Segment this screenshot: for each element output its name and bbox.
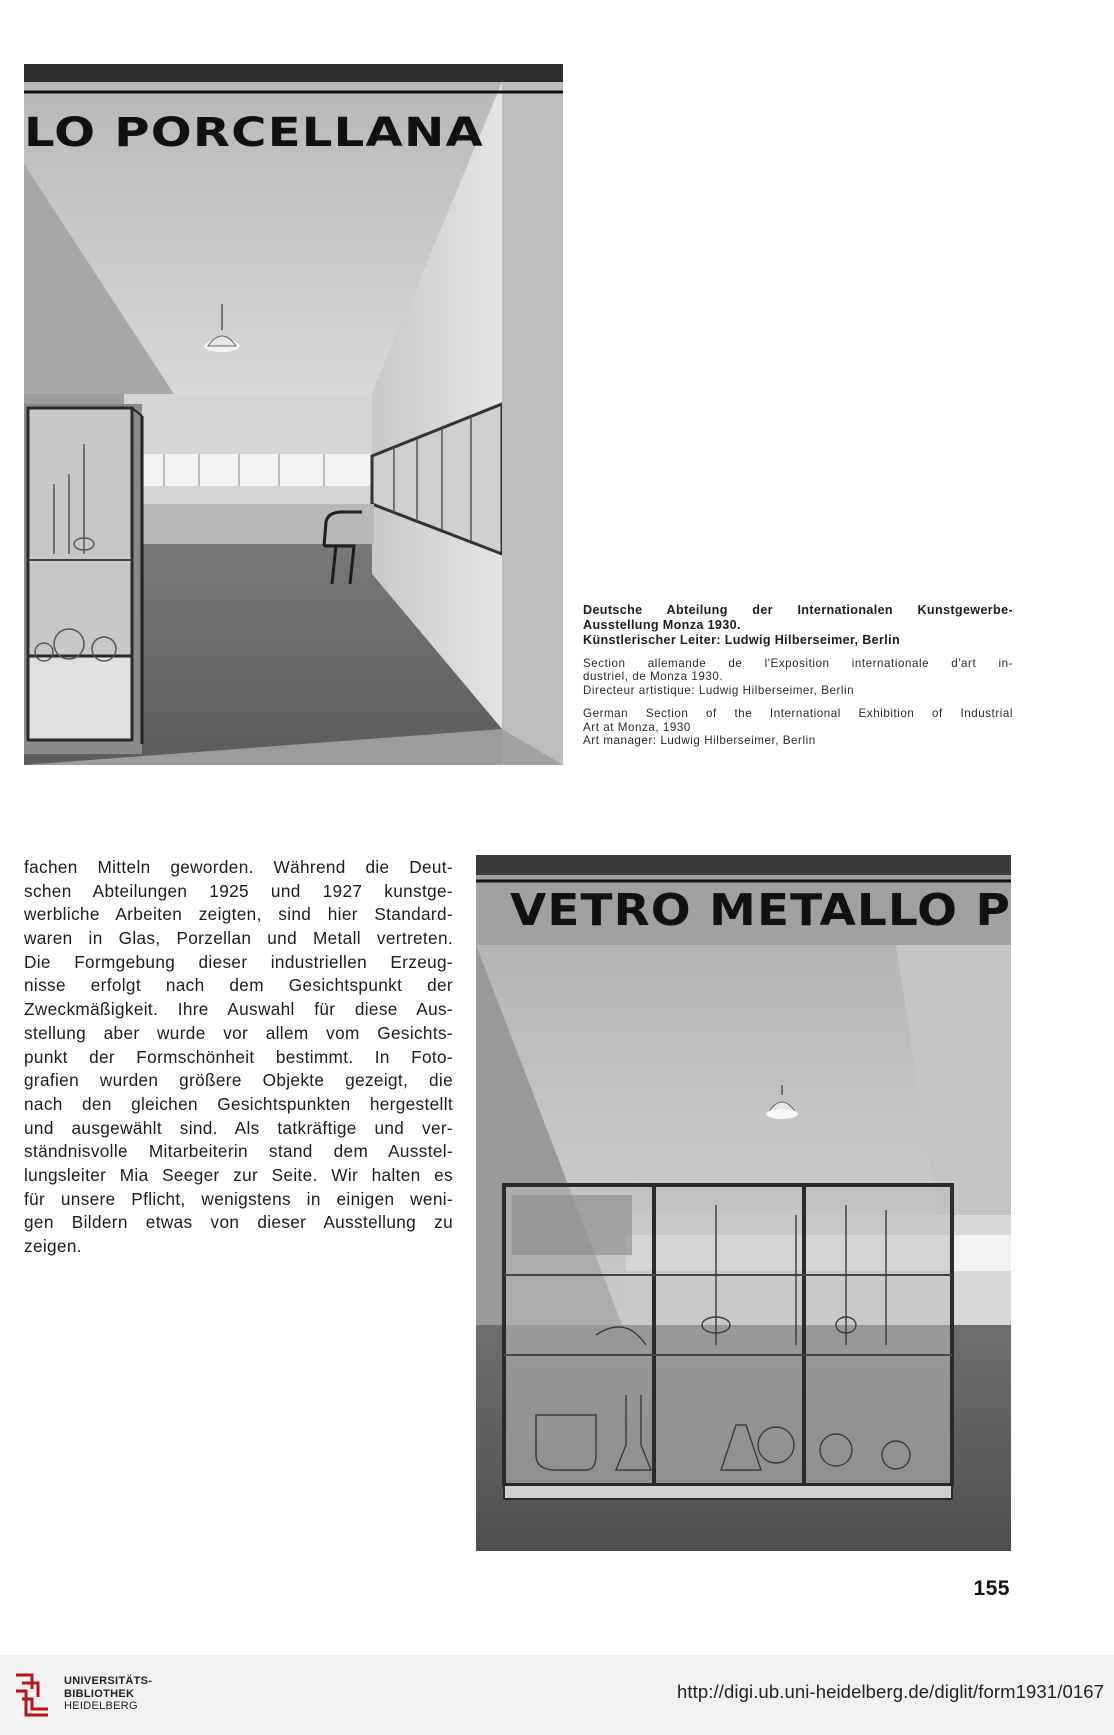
body-text-line: werbliche Arbeiten zeigten, sind hier Standard- bbox=[24, 904, 453, 925]
caption-german bbox=[583, 603, 1013, 648]
library-name-line: HEIDELBERG bbox=[64, 1700, 138, 1712]
caption-french bbox=[583, 657, 1013, 697]
caption-english-line: Art at Monza, 1930 bbox=[583, 720, 691, 734]
body-text-line: für unsere Pflicht, wenigstens in einigen weni- bbox=[24, 1188, 453, 1209]
library-name bbox=[64, 1675, 152, 1713]
body-text-line: gen Bildern etwas von dieser Ausstellung zu bbox=[24, 1212, 453, 1233]
body-text-line: lungsleiter Mia Seeger zur Seite. Wir halten es bbox=[24, 1164, 453, 1185]
body-text-line: nisse erfolgt nach dem Gesichtspunkt der bbox=[24, 975, 453, 996]
porcellana-sign: LO PORCELLANA bbox=[24, 110, 484, 156]
source-url-link[interactable]: http://digi.ub.uni-heidelberg.de/diglit/form1931/0167 bbox=[677, 1681, 1104, 1702]
caption-english-line: German Section of the International Exhibition of Industrial bbox=[583, 707, 1013, 721]
exhibition-photo-vetro-metallo-image bbox=[476, 855, 1011, 1551]
caption-german-line: Künstlerischer Leiter: Ludwig Hilberseimer, Berlin bbox=[583, 633, 901, 647]
library-name-line: UNIVERSITÄTS- bbox=[64, 1675, 153, 1687]
caption-german-line: Ausstellung Monza 1930. bbox=[583, 618, 741, 632]
caption-english-line: Art manager: Ludwig Hilberseimer, Berlin bbox=[583, 734, 816, 748]
caption-french-line: Section allemande de l'Exposition internationale d'art in- bbox=[583, 657, 1013, 670]
exhibition-photo-porcellana bbox=[24, 64, 563, 765]
body-text-line: punkt der Formschönheit bestimmt. In Foto- bbox=[24, 1046, 453, 1067]
body-text-line: grafien wurden größere Objekte gezeigt, die bbox=[24, 1070, 453, 1091]
body-text-line: nach den gleichen Gesichtspunkten hergestellt bbox=[24, 1093, 453, 1114]
library-name-line: BIBLIOTHEK bbox=[64, 1687, 135, 1700]
caption-french-line: Directeur artistique: Ludwig Hilberseimer, Berlin bbox=[583, 683, 855, 697]
body-text-line: zeigen. bbox=[24, 1236, 82, 1256]
body-text-line: Zweckmäßigkeit. Ihre Auswahl für diese Aus- bbox=[24, 999, 453, 1020]
page-number: 155 bbox=[973, 1577, 1010, 1600]
body-text-line: schen Abteilungen 1925 und 1927 kunstge- bbox=[24, 880, 453, 901]
body-text-line: Die Formgebung dieser industriellen Erzeug- bbox=[24, 951, 453, 972]
caption-german-line: Deutsche Abteilung der Internationalen Kunstgewerbe- bbox=[583, 603, 1013, 617]
body-text-line: fachen Mitteln geworden. Während die Deut- bbox=[24, 857, 453, 877]
photo-caption bbox=[583, 603, 1013, 747]
caption-french-line: dustriel, de Monza 1930. bbox=[583, 670, 724, 684]
body-text-line: und ausgewählt sind. Als tatkräftige und ver- bbox=[24, 1117, 453, 1138]
body-text-line: waren in Glas, Porzellan und Metall vertreten. bbox=[24, 928, 453, 949]
article-body-text bbox=[24, 856, 453, 1259]
digitization-footer bbox=[0, 1655, 1114, 1735]
ub-heidelberg-logo-icon bbox=[12, 1671, 52, 1719]
body-text-line: stellung aber wurde vor allem vom Gesichts- bbox=[24, 1022, 453, 1043]
caption-english bbox=[583, 707, 1013, 747]
exhibition-photo-vetro-metallo bbox=[476, 855, 1011, 1551]
exhibition-photo-porcellana-image bbox=[24, 64, 563, 765]
body-text-line: ständnisvolle Mitarbeiterin stand dem Ausstel- bbox=[24, 1141, 453, 1162]
vetro-metallo-sign: VETRO METALLO P bbox=[510, 885, 1011, 936]
